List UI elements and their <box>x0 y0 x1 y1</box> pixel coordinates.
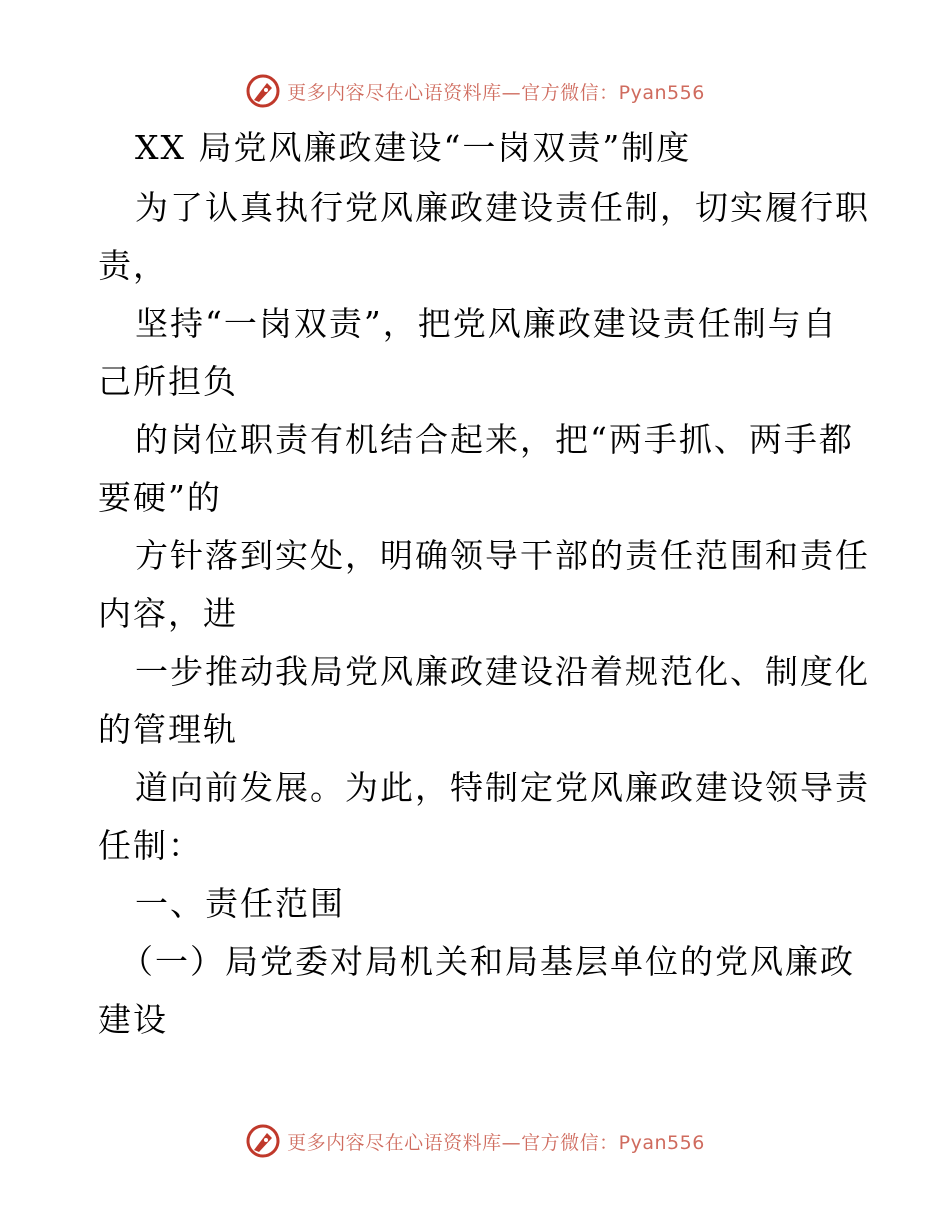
text-line: 内容，进 <box>98 594 238 633</box>
text-line: 的岗位职责有机结合起来，把“两手抓、两手都 <box>135 420 854 459</box>
text-line: 建设 <box>98 1000 168 1039</box>
text-line: 道向前发展。为此，特制定党风廉政建设领导责 <box>135 768 870 807</box>
document-title: XX 局党风廉政建设“一岗双责”制度 <box>135 128 692 167</box>
watermark-banner-bottom <box>0 1121 950 1161</box>
section-heading: 一、责任范围 <box>135 884 345 923</box>
text-line: （一）局党委对局机关和局基层单位的党风廉政 <box>120 942 855 981</box>
text-line: 要硬”的 <box>98 478 222 517</box>
pen-nib-logo-icon <box>245 1123 281 1159</box>
pen-nib-logo-icon <box>245 73 281 109</box>
watermark-text: 更多内容尽在心语资料库—官方微信：Pyan556 <box>287 81 705 104</box>
text-line: 责， <box>98 246 168 285</box>
text-line: 一步推动我局党风廉政建设沿着规范化、制度化 <box>135 652 870 691</box>
text-line: 坚持“一岗双责”，把党风廉政建设责任制与自 <box>135 304 838 343</box>
watermark-banner-top <box>0 71 950 111</box>
text-line: 己所担负 <box>98 362 238 401</box>
text-line: 任制： <box>98 826 203 865</box>
text-line: 为了认真执行党风廉政建设责任制，切实履行职 <box>135 188 870 227</box>
text-line: 方针落到实处，明确领导干部的责任范围和责任 <box>135 536 870 575</box>
watermark-text: 更多内容尽在心语资料库—官方微信：Pyan556 <box>287 1131 705 1154</box>
text-line: 的管理轨 <box>98 710 238 749</box>
